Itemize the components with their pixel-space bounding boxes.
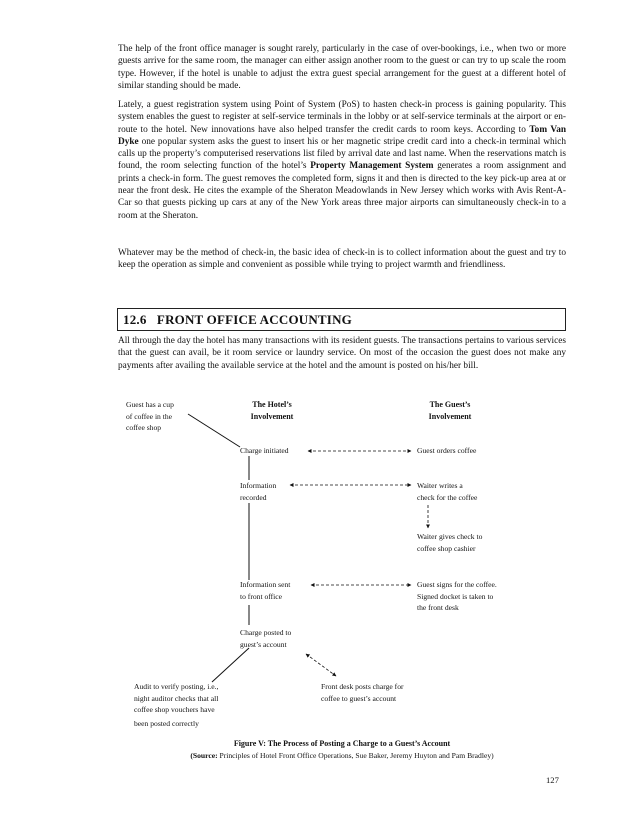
paragraph-checkin-method: Whatever may be the method of check-in, the basic idea of check-in is to collect information about the guest and try to keep the operation as simple and convenient as possible while trying to project warmth and friendliness. bbox=[118, 248, 566, 271]
node-waiter-writes-check: Waiter writes a check for the coffee bbox=[417, 481, 478, 502]
header-hotel-involvement: The Hotel’s Involvement bbox=[250, 400, 294, 421]
bold-property-management-system: Property Management System bbox=[310, 161, 434, 172]
node-guest-has-coffee: Guest has a cup of coffee in the coffee shop bbox=[126, 400, 174, 432]
hotel-spine-4 bbox=[212, 648, 249, 682]
paragraph-front-office-accounting: All through the day the hotel has many transactions with its resident guests. The transactions pertains to various services that the guest can avail, be it room service or laundry service. On most of the occasion the guest does not make any payments after availing the available service at the hotel and the amount is posted on his/her bill. bbox=[118, 336, 566, 371]
section-title: 12.6 FRONT OFFICE ACCOUNTING bbox=[123, 312, 352, 327]
connector-start-to-hotel bbox=[188, 414, 240, 447]
page-number: 127 bbox=[546, 775, 559, 785]
node-information-recorded: Information recorded bbox=[240, 481, 277, 502]
node-waiter-gives-check: Waiter gives check to coffee shop cashier bbox=[417, 532, 483, 553]
node-charge-posted: Charge posted to guest’s account bbox=[240, 628, 292, 649]
bold-tom-van-dyke: Tom Van Dyke bbox=[118, 124, 567, 147]
arrow-charge-posted-front-desk bbox=[306, 654, 336, 676]
paragraph-overbooking: The help of the front office manager is sought rarely, particularly in the case of over-bookings, i.e., when two or more guests arrive for the same room, the manager can either assign another room to the guest or can try to up scale the room type. However, if the hotel is unable to adjust the extra guest special arrangement for the guest at a different hotel of similar standing should be made. bbox=[118, 44, 566, 91]
paragraph-guest-registration: Lately, a guest registration system using Point of System (PoS) to hasten check-in process is gaining popularity. This system enables the guest to register at self-service terminals in the lobby or at self-service terminals at the airport or en-route to the hotel. New innovations have also helped transfer the credit cards to room keys. According to Tom Van Dyke one popular system asks the guest to insert his or her magnetic stripe credit card into a check-in terminal which calls up the property’s computerised reservations list filed by arrival date and last name. When the reservations match is found, the room selecting function of the hotel’s Property Management System generates a room assignment and prints a check-in form. The guest removes the completed form, signs it and then is directed to the key pick-up area at or near the front desk. He cites the example of the Sheraton Meadowlands in New Jersey which works with Avis Rent-A-Car so that guests picking up cars at any of the New York areas three major airports can simultaneously check-in to a room at the Sheraton. bbox=[118, 100, 567, 221]
figure-source: (Source: Principles of Hotel Front Office Operations, Sue Baker, Jeremy Huyton and Pam Bradley) bbox=[190, 751, 494, 760]
node-information-sent: Information sent to front office bbox=[240, 580, 291, 601]
header-guest-involvement: The Guest’s Involvement bbox=[428, 400, 472, 421]
node-audit: Audit to verify posting, i.e., night auditor checks that all coffee shop vouchers have been posted correctly bbox=[134, 682, 219, 728]
node-charge-initiated: Charge initiated bbox=[240, 446, 289, 455]
node-guest-signs: Guest signs for the coffee. Signed docket is taken to the front desk bbox=[417, 580, 497, 612]
node-guest-orders-coffee: Guest orders coffee bbox=[417, 446, 477, 455]
node-front-desk-posts: Front desk posts charge for coffee to guest’s account bbox=[321, 682, 404, 703]
figure-caption: Figure V: The Process of Posting a Charge to a Guest’s Account bbox=[233, 739, 451, 748]
